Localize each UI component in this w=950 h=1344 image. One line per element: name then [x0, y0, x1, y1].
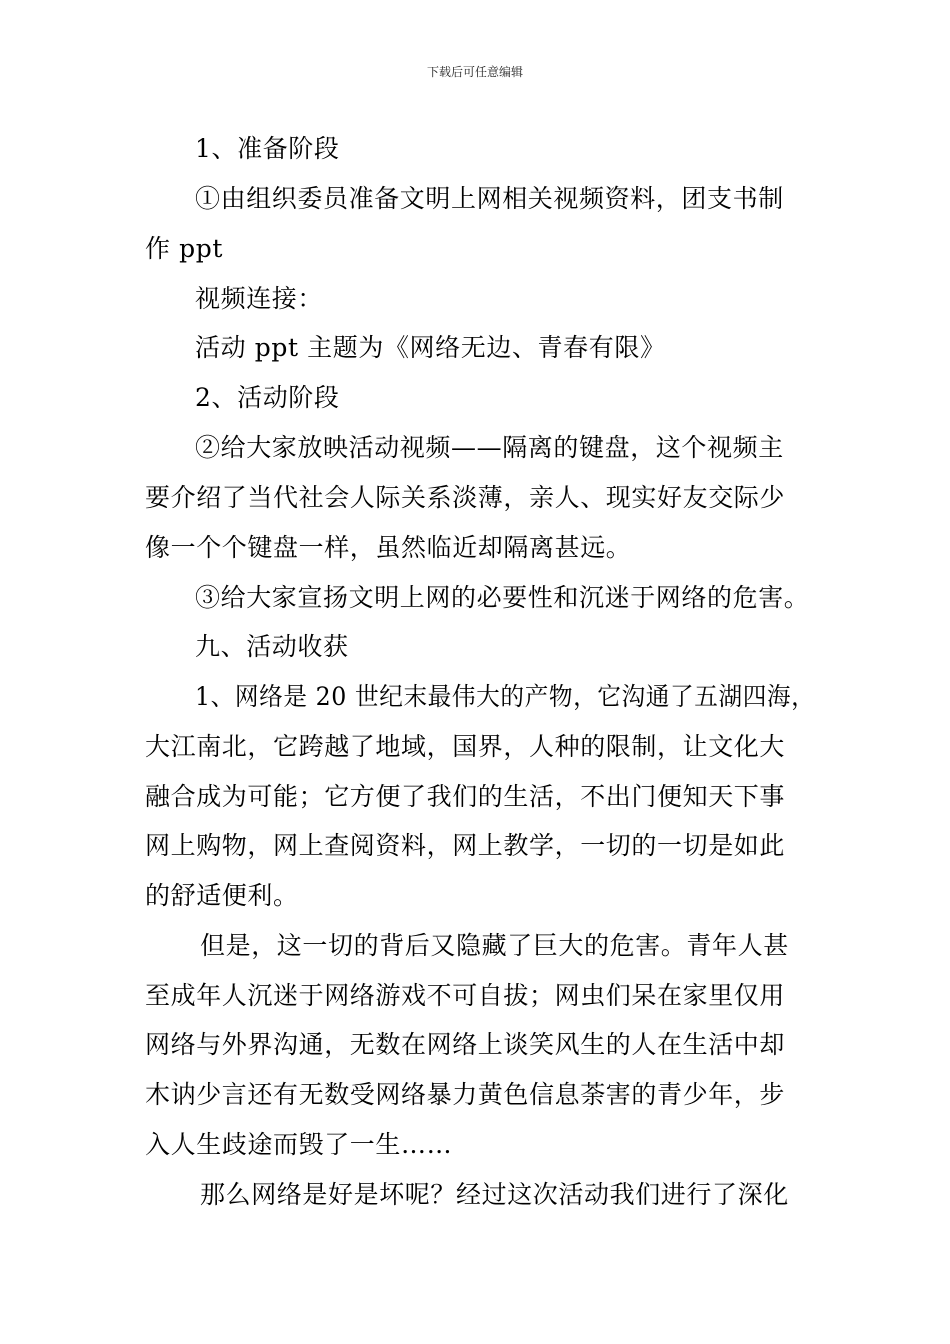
paragraph-line: ②给大家放映活动视频——隔离的键盘，这个视频主 [195, 433, 784, 462]
page-header: 下载后可任意编辑 [426, 65, 523, 79]
paragraph-line: 网上购物，网上查阅资料，网上教学，一切的一切是如此 [145, 831, 786, 860]
paragraph-line: 1、网络是 20 世纪末最伟大的产物，它沟通了五湖四海， [195, 682, 816, 711]
section-heading-prep: 1、准备阶段 [195, 134, 340, 163]
paragraph-line: 但是，这一切的背后又隐藏了巨大的危害。青年人甚 [200, 931, 789, 960]
paragraph-line: 的舒适便利。 [145, 881, 299, 910]
paragraph-line: 大江南北，它跨越了地域，国界，人种的限制，让文化大 [145, 732, 786, 761]
paragraph-line: 视频连接： [195, 284, 324, 313]
paragraph-line: ①由组织委员准备文明上网相关视频资料，团支书制 [195, 184, 784, 213]
paragraph-line: ③给大家宣扬文明上网的必要性和沉迷于网络的危害。 [195, 583, 810, 612]
section-heading-activity: 2、活动阶段 [195, 383, 340, 412]
paragraph-line: 至成年人沉迷于网络游戏不可自拔；网虫们呆在家里仅用 [145, 981, 786, 1010]
paragraph-line: 网络与外界沟通，无数在网络上谈笑风生的人在生活中却 [145, 1030, 786, 1059]
paragraph-line: 木讷少言还有无数受网络暴力黄色信息荼害的青少年，步 [145, 1080, 786, 1109]
paragraph-line: 入人生歧途而毁了一生…… [145, 1130, 453, 1159]
paragraph-line: 那么网络是好是坏呢？经过这次活动我们进行了深化 [200, 1180, 789, 1209]
paragraph-line: 融合成为可能；它方便了我们的生活，不出门便知天下事 [145, 782, 786, 811]
paragraph-line: 像一个个键盘一样，虽然临近却隔离甚远。 [145, 533, 632, 562]
section-heading-gains: 九、活动收获 [195, 632, 349, 661]
paragraph-line: 要介绍了当代社会人际关系淡薄，亲人、现实好友交际少 [145, 483, 786, 512]
paragraph-line: 活动 ppt 主题为《网络无边、青春有限》 [195, 333, 666, 362]
paragraph-line: 作 ppt [145, 234, 224, 263]
